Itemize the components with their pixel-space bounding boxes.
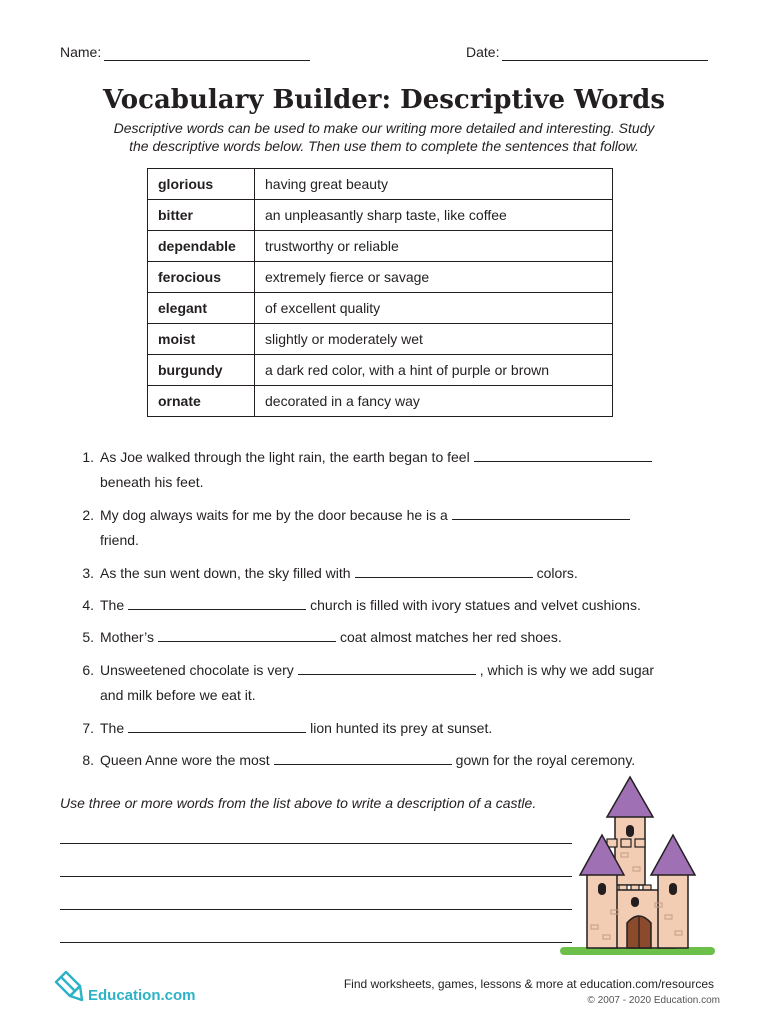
copyright: © 2007 - 2020 Education.com — [587, 995, 720, 1006]
question-text-after: church is filled with ivory statues and velvet cushions. — [310, 597, 641, 613]
question-text: The — [100, 597, 125, 613]
name-label: Name: — [60, 44, 102, 60]
question-text: The — [100, 720, 125, 736]
table-row — [148, 386, 613, 417]
vocab-definition: decorated in a fancy way — [255, 386, 613, 417]
question-number: 2. — [82, 507, 94, 523]
wall-window — [631, 897, 639, 907]
castle-illustration — [555, 775, 720, 957]
intro-line-1: Descriptive words can be used to make our writing more detailed and interesting. Study — [113, 120, 655, 136]
question-text: Queen Anne wore the most — [100, 752, 270, 768]
question-text-line2: beneath his feet. — [100, 474, 204, 490]
vocab-word: bitter — [148, 200, 255, 231]
question-number: 4. — [82, 597, 94, 613]
question-text-after: , which is why we add sugar — [479, 662, 655, 678]
right-tower-window — [669, 883, 677, 895]
vocab-word: glorious — [148, 169, 255, 200]
table-row — [148, 324, 613, 355]
question-text: As the sun went down, the sky filled with — [100, 565, 351, 581]
answer-blank[interactable] — [274, 750, 452, 765]
vocab-definition: a dark red color, with a hint of purple or brown — [255, 355, 613, 386]
question-text: My dog always waits for me by the door because he is a — [100, 507, 448, 523]
vocab-definition: an unpleasantly sharp taste, like coffee — [255, 200, 613, 231]
pencil-logo-icon — [52, 970, 84, 1004]
vocab-definition: of excellent quality — [255, 293, 613, 324]
question-number: 7. — [82, 720, 94, 736]
table-row — [148, 262, 613, 293]
vocab-word: dependable — [148, 231, 255, 262]
table-row — [148, 169, 613, 200]
question-text-after: coat almost matches her red shoes. — [339, 629, 562, 645]
vocab-definition: slightly or moderately wet — [255, 324, 613, 355]
table-row — [148, 355, 613, 386]
vocab-definition: trustworthy or reliable — [255, 231, 613, 262]
date-line[interactable] — [502, 60, 708, 61]
question-number: 6. — [82, 662, 94, 678]
question-number: 1. — [82, 449, 94, 465]
answer-blank[interactable] — [452, 505, 630, 520]
question-text: As Joe walked through the light rain, the earth began to feel — [100, 449, 470, 465]
vocab-definition: having great beauty — [255, 169, 613, 200]
center-roof — [607, 777, 653, 817]
table-row — [148, 293, 613, 324]
vocab-word: ferocious — [148, 262, 255, 293]
vocab-definition: extremely fierce or savage — [255, 262, 613, 293]
right-roof — [651, 835, 695, 875]
page-title: Vocabulary Builder: Descriptive Words — [102, 85, 665, 115]
writing-prompt: Use three or more words from the list above to write a description of a castle. — [60, 795, 537, 811]
name-line[interactable] — [104, 60, 310, 61]
answer-blank[interactable] — [355, 563, 533, 578]
question-text-after: lion hunted its prey at sunset. — [310, 720, 493, 736]
writing-line[interactable] — [60, 909, 572, 910]
intro-line-2: the descriptive words below. Then use them to complete the sentences that follow. — [129, 138, 639, 154]
question-text-after: gown for the royal ceremony. — [455, 752, 636, 768]
vocab-word: ornate — [148, 386, 255, 417]
brand-name: Education.com — [88, 987, 196, 1004]
answer-blank[interactable] — [128, 718, 306, 733]
question-number: 3. — [82, 565, 94, 581]
date-label: Date: — [466, 44, 500, 60]
question-text: Mother’s — [100, 629, 154, 645]
table-row — [148, 231, 613, 262]
answer-blank[interactable] — [474, 447, 652, 462]
writing-line[interactable] — [60, 843, 572, 844]
writing-line[interactable] — [60, 876, 572, 877]
vocab-word: moist — [148, 324, 255, 355]
footer-tagline[interactable]: Find worksheets, games, lessons & more at education.com/resources — [343, 977, 714, 991]
tower-window — [626, 825, 634, 837]
answer-blank[interactable] — [128, 595, 306, 610]
table-row — [148, 200, 613, 231]
vocab-word: burgundy — [148, 355, 255, 386]
question-text-after: colors. — [536, 565, 578, 581]
education-logo[interactable] — [52, 970, 212, 1010]
writing-line[interactable] — [60, 942, 572, 943]
answer-blank[interactable] — [158, 627, 336, 642]
vocab-word: elegant — [148, 293, 255, 324]
question-number: 8. — [82, 752, 94, 768]
question-text: Unsweetened chocolate is very — [100, 662, 294, 678]
question-number: 5. — [82, 629, 94, 645]
answer-blank[interactable] — [298, 660, 476, 675]
intro-text — [80, 119, 688, 155]
question-text-line2: and milk before we eat it. — [100, 687, 256, 703]
vocab-table — [147, 168, 613, 417]
left-tower-window — [598, 883, 606, 895]
question-text-line2: friend. — [100, 532, 139, 548]
